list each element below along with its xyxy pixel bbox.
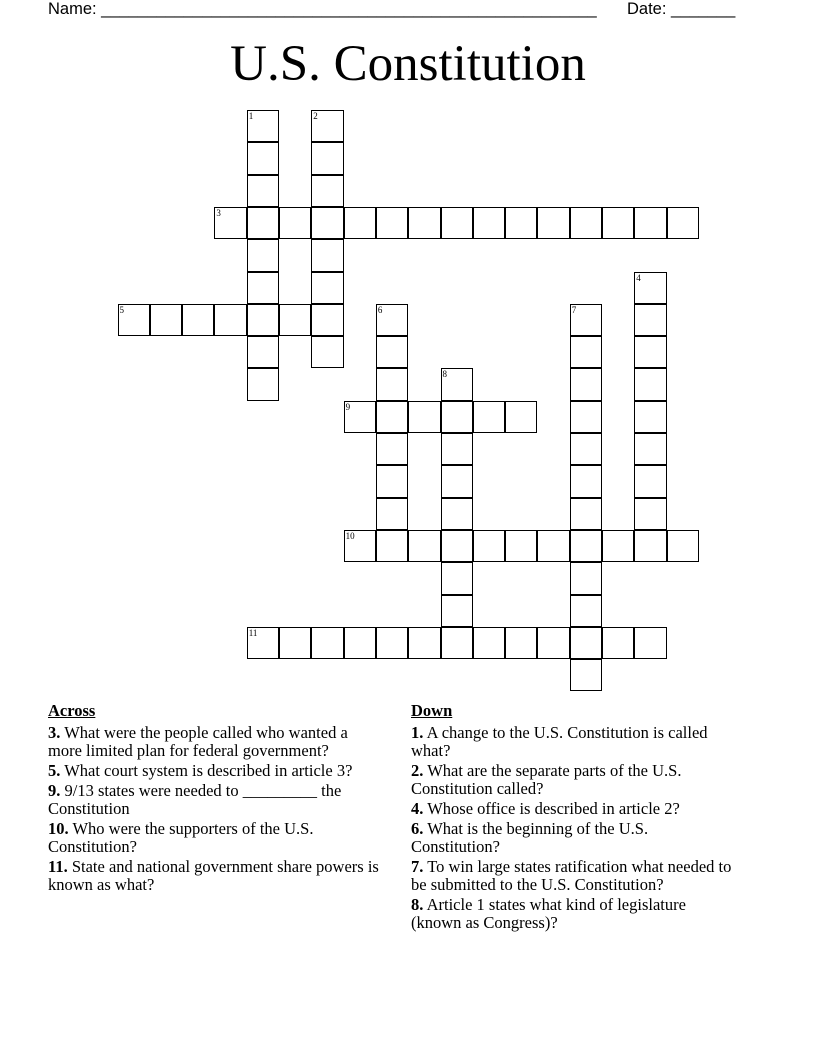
crossword-cell[interactable] xyxy=(247,627,279,659)
crossword-cell[interactable] xyxy=(279,207,311,239)
crossword-cell[interactable] xyxy=(570,627,602,659)
crossword-cell[interactable] xyxy=(376,498,408,530)
clue-number: 7 xyxy=(571,304,577,315)
crossword-cell[interactable] xyxy=(634,498,666,530)
crossword-cell[interactable] xyxy=(344,530,376,562)
down-clue xyxy=(411,762,733,798)
crossword-cell[interactable] xyxy=(602,530,634,562)
crossword-cell[interactable] xyxy=(537,627,569,659)
crossword-cell[interactable] xyxy=(150,304,182,336)
crossword-cell[interactable] xyxy=(570,530,602,562)
clue-number: 10. xyxy=(48,819,69,838)
down-clue-list xyxy=(411,724,733,932)
crossword-cell[interactable] xyxy=(441,595,473,627)
clue-text: Article 1 states what kind of legislature (known as Congress)? xyxy=(411,895,686,932)
crossword-cell[interactable] xyxy=(505,627,537,659)
crossword-cell[interactable] xyxy=(344,401,376,433)
crossword-cell[interactable] xyxy=(214,207,246,239)
clue-number: 2. xyxy=(411,761,424,780)
date-field[interactable]: Date: _______ xyxy=(627,0,736,18)
crossword-cell[interactable] xyxy=(634,401,666,433)
clue-text: What is the beginning of the U.S. Constitution? xyxy=(411,819,649,856)
clue-text: What are the separate parts of the U.S. Constitution called? xyxy=(411,761,682,798)
crossword-cell[interactable] xyxy=(473,207,505,239)
across-clues xyxy=(48,702,384,896)
crossword-cell[interactable] xyxy=(441,368,473,400)
down-clue xyxy=(411,820,733,856)
clue-text: A change to the U.S. Constitution is called what? xyxy=(411,723,708,760)
crossword-cell[interactable] xyxy=(311,336,343,368)
across-clue xyxy=(48,762,384,780)
crossword-cell[interactable] xyxy=(570,401,602,433)
clue-number: 7. xyxy=(411,857,424,876)
crossword-cell[interactable] xyxy=(247,207,279,239)
crossword-cell[interactable] xyxy=(634,304,666,336)
crossword-cell[interactable] xyxy=(408,530,440,562)
clue-number: 9. xyxy=(48,781,61,800)
crossword-cell[interactable] xyxy=(376,627,408,659)
crossword-cell[interactable] xyxy=(376,368,408,400)
crossword-cell[interactable] xyxy=(247,239,279,271)
clue-number: 5. xyxy=(48,761,61,780)
crossword-cell[interactable] xyxy=(311,110,343,142)
crossword-cell[interactable] xyxy=(634,530,666,562)
crossword-cell[interactable] xyxy=(311,627,343,659)
crossword-cell[interactable] xyxy=(441,433,473,465)
clue-text: 9/13 states were needed to _________ the Constitution xyxy=(48,781,342,818)
crossword-cell[interactable] xyxy=(570,433,602,465)
crossword-cell[interactable] xyxy=(311,239,343,271)
crossword-cell[interactable] xyxy=(376,336,408,368)
crossword-cell[interactable] xyxy=(279,304,311,336)
crossword-cell[interactable] xyxy=(441,465,473,497)
crossword-cell[interactable] xyxy=(570,336,602,368)
crossword-cell[interactable] xyxy=(570,207,602,239)
crossword-cell[interactable] xyxy=(634,272,666,304)
crossword-cell[interactable] xyxy=(247,142,279,174)
clue-number: 5 xyxy=(119,304,124,315)
clue-text: What were the people called who wanted a more limited plan for federal government? xyxy=(48,723,348,760)
crossword-cell[interactable] xyxy=(505,207,537,239)
crossword-cell[interactable] xyxy=(667,530,699,562)
down-clue xyxy=(411,896,733,932)
crossword-cell[interactable] xyxy=(473,530,505,562)
crossword-cell[interactable] xyxy=(214,304,246,336)
name-field[interactable]: Name: ______________________________________________________ xyxy=(48,0,597,18)
crossword-cell[interactable] xyxy=(247,110,279,142)
crossword-cell[interactable] xyxy=(602,207,634,239)
crossword-cell[interactable] xyxy=(247,368,279,400)
across-clue xyxy=(48,858,384,894)
crossword-cell[interactable] xyxy=(667,207,699,239)
clue-number: 3. xyxy=(48,723,61,742)
down-clue xyxy=(411,724,733,760)
crossword-cell[interactable] xyxy=(376,401,408,433)
clue-number: 9 xyxy=(345,401,351,412)
crossword-cell[interactable] xyxy=(376,207,408,239)
crossword-cell[interactable] xyxy=(408,401,440,433)
crossword-cell[interactable] xyxy=(441,401,473,433)
down-clue xyxy=(411,858,733,894)
crossword-cell[interactable] xyxy=(311,142,343,174)
clue-text: Who were the supporters of the U.S. Constitution? xyxy=(48,819,314,856)
across-clue-list xyxy=(48,724,384,894)
crossword-cell[interactable] xyxy=(376,530,408,562)
clue-number: 4. xyxy=(411,799,424,818)
crossword-cell[interactable] xyxy=(570,659,602,691)
down-clues xyxy=(411,702,733,934)
crossword-cell[interactable] xyxy=(570,465,602,497)
down-clue xyxy=(411,800,733,818)
clue-text: To win large states ratification what needed to be submitted to the U.S. Constitution? xyxy=(411,857,732,894)
crossword-cell[interactable] xyxy=(311,272,343,304)
crossword-cell[interactable] xyxy=(376,465,408,497)
puzzle-title: U.S. Constitution xyxy=(230,36,586,92)
across-clue xyxy=(48,782,384,818)
crossword-cell[interactable] xyxy=(376,304,408,336)
crossword-cell[interactable] xyxy=(634,627,666,659)
crossword-cell[interactable] xyxy=(634,336,666,368)
clue-text: What court system is described in article 3? xyxy=(60,761,353,780)
crossword-cell[interactable] xyxy=(537,207,569,239)
crossword-cell[interactable] xyxy=(311,207,343,239)
crossword-cell[interactable] xyxy=(441,627,473,659)
crossword-cell[interactable] xyxy=(247,175,279,207)
crossword-cell[interactable] xyxy=(344,627,376,659)
clue-number: 2 xyxy=(313,111,318,121)
crossword-cell[interactable] xyxy=(634,368,666,400)
crossword-cell[interactable] xyxy=(505,530,537,562)
crossword-cell[interactable] xyxy=(537,530,569,562)
crossword-cell[interactable] xyxy=(247,336,279,368)
clue-text: State and national government share powers is known as what? xyxy=(48,857,379,894)
clue-number: 11 xyxy=(248,627,258,638)
crossword-cell[interactable] xyxy=(311,175,343,207)
crossword-cell[interactable] xyxy=(344,207,376,239)
clue-number: 6. xyxy=(411,819,424,838)
crossword-cell[interactable] xyxy=(311,304,343,336)
crossword-cell[interactable] xyxy=(441,530,473,562)
clue-text: Whose office is described in article 2? xyxy=(423,799,680,818)
crossword-cell[interactable] xyxy=(441,207,473,239)
crossword-cell[interactable] xyxy=(602,627,634,659)
clue-number: 1. xyxy=(411,723,424,742)
across-heading: Across xyxy=(48,701,96,720)
crossword-cell[interactable] xyxy=(376,433,408,465)
clue-number: 6 xyxy=(377,304,383,315)
crossword-cell[interactable] xyxy=(634,433,666,465)
crossword-cell[interactable] xyxy=(279,627,311,659)
clue-number: 11. xyxy=(48,857,68,876)
crossword-cell[interactable] xyxy=(408,207,440,239)
down-heading: Down xyxy=(411,701,453,720)
clue-number: 8 xyxy=(442,369,447,380)
clue-number: 10 xyxy=(345,530,355,541)
crossword-cell[interactable] xyxy=(570,368,602,400)
crossword-cell[interactable] xyxy=(118,304,150,336)
crossword-cell[interactable] xyxy=(634,465,666,497)
crossword-cell[interactable] xyxy=(473,627,505,659)
crossword-cell[interactable] xyxy=(408,627,440,659)
crossword-cell[interactable] xyxy=(473,401,505,433)
crossword-cell[interactable] xyxy=(570,304,602,336)
clue-number: 8. xyxy=(411,895,424,914)
across-clue xyxy=(48,724,384,760)
across-clue xyxy=(48,820,384,856)
crossword-cell[interactable] xyxy=(570,562,602,594)
crossword-cell[interactable] xyxy=(505,401,537,433)
crossword-cell[interactable] xyxy=(570,498,602,530)
crossword-cell[interactable] xyxy=(441,498,473,530)
crossword-cell[interactable] xyxy=(247,272,279,304)
clue-number: 3 xyxy=(216,207,221,218)
crossword-cell[interactable] xyxy=(441,562,473,594)
clue-number: 1 xyxy=(248,111,254,121)
crossword-cell[interactable] xyxy=(247,304,279,336)
clue-number: 4 xyxy=(636,272,641,283)
crossword-cell[interactable] xyxy=(634,207,666,239)
crossword-cell[interactable] xyxy=(570,595,602,627)
crossword-cell[interactable] xyxy=(182,304,214,336)
